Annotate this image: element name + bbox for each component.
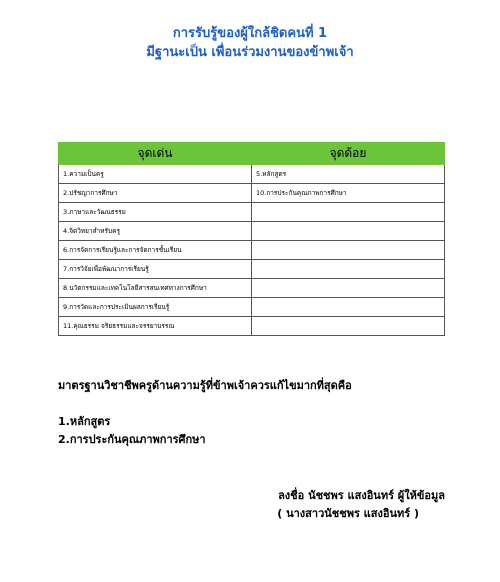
strength-cell: 11.คุณธรรม จริยธรรมและจรรยาบรรณ [59, 317, 252, 336]
title-line-2: มีฐานะเป็น เพื่อนร่วมงานของข้าพเจ้า [146, 45, 354, 60]
improvement-item: 1.หลักสูตร [58, 415, 111, 428]
table-header-row [59, 143, 445, 165]
table-row [59, 279, 445, 298]
table-row [59, 317, 445, 336]
table-row [59, 222, 445, 241]
weakness-cell [252, 203, 445, 222]
weakness-cell [252, 298, 445, 317]
header-strengths: จุดเด่น [59, 143, 252, 165]
document-title [0, 24, 500, 62]
table-row [59, 165, 445, 184]
strength-cell: 4.จิตวิทยาสำหรับครู [59, 222, 252, 241]
improvement-item: 2.การประกันคุณภาพการศึกษา [58, 433, 206, 446]
weakness-cell [252, 279, 445, 298]
strength-cell: 7.การวิจัยเพื่อพัฒนาการเรียนรู้ [59, 260, 252, 279]
table-row [59, 298, 445, 317]
header-weaknesses: จุดด้อย [252, 143, 445, 165]
weakness-cell: 10.การประกันคุณภาพการศึกษา [252, 184, 445, 203]
table-row [59, 260, 445, 279]
weakness-cell [252, 260, 445, 279]
strengths-weaknesses-table [58, 142, 445, 336]
strength-cell: 1.ความเป็นครู [59, 165, 252, 184]
table-row [59, 184, 445, 203]
table-row [59, 241, 445, 260]
strength-cell: 6.การจัดการเรียนรู้และการจัดการชั้นเรียน [59, 241, 252, 260]
signature-block [0, 487, 445, 523]
weakness-cell [252, 222, 445, 241]
signature-line: ลงชื่อ นัชชพร แสงอินทร์ ผู้ให้ข้อมูล [278, 489, 445, 502]
weakness-cell [252, 317, 445, 336]
strength-cell: 8.นวัตกรรมและเทคโนโลยีสารสนเทศทางการศึกษา [59, 279, 252, 298]
strength-cell: 9.การวัดและการประเมินผลการเรียนรู้ [59, 298, 252, 317]
table-row [59, 203, 445, 222]
weakness-cell [252, 241, 445, 260]
strength-cell: 2.ปรัชญาการศึกษา [59, 184, 252, 203]
weakness-cell: 5.หลักสูตร [252, 165, 445, 184]
signature-name: ( นางสาวนัชชพร แสงอินทร์ ) [277, 507, 419, 520]
conclusion-heading: มาตรฐานวิชาชีพครูด้านความรู้ที่ข้าพเจ้าควรแก้ไขมากที่สุดคือ [58, 379, 352, 392]
strength-cell: 3.ภาษาและวัฒนธรรม [59, 203, 252, 222]
title-line-1: การรับรู้ของผู้ใกล้ชิดคนที่ 1 [172, 26, 328, 41]
improvement-list [58, 413, 206, 449]
